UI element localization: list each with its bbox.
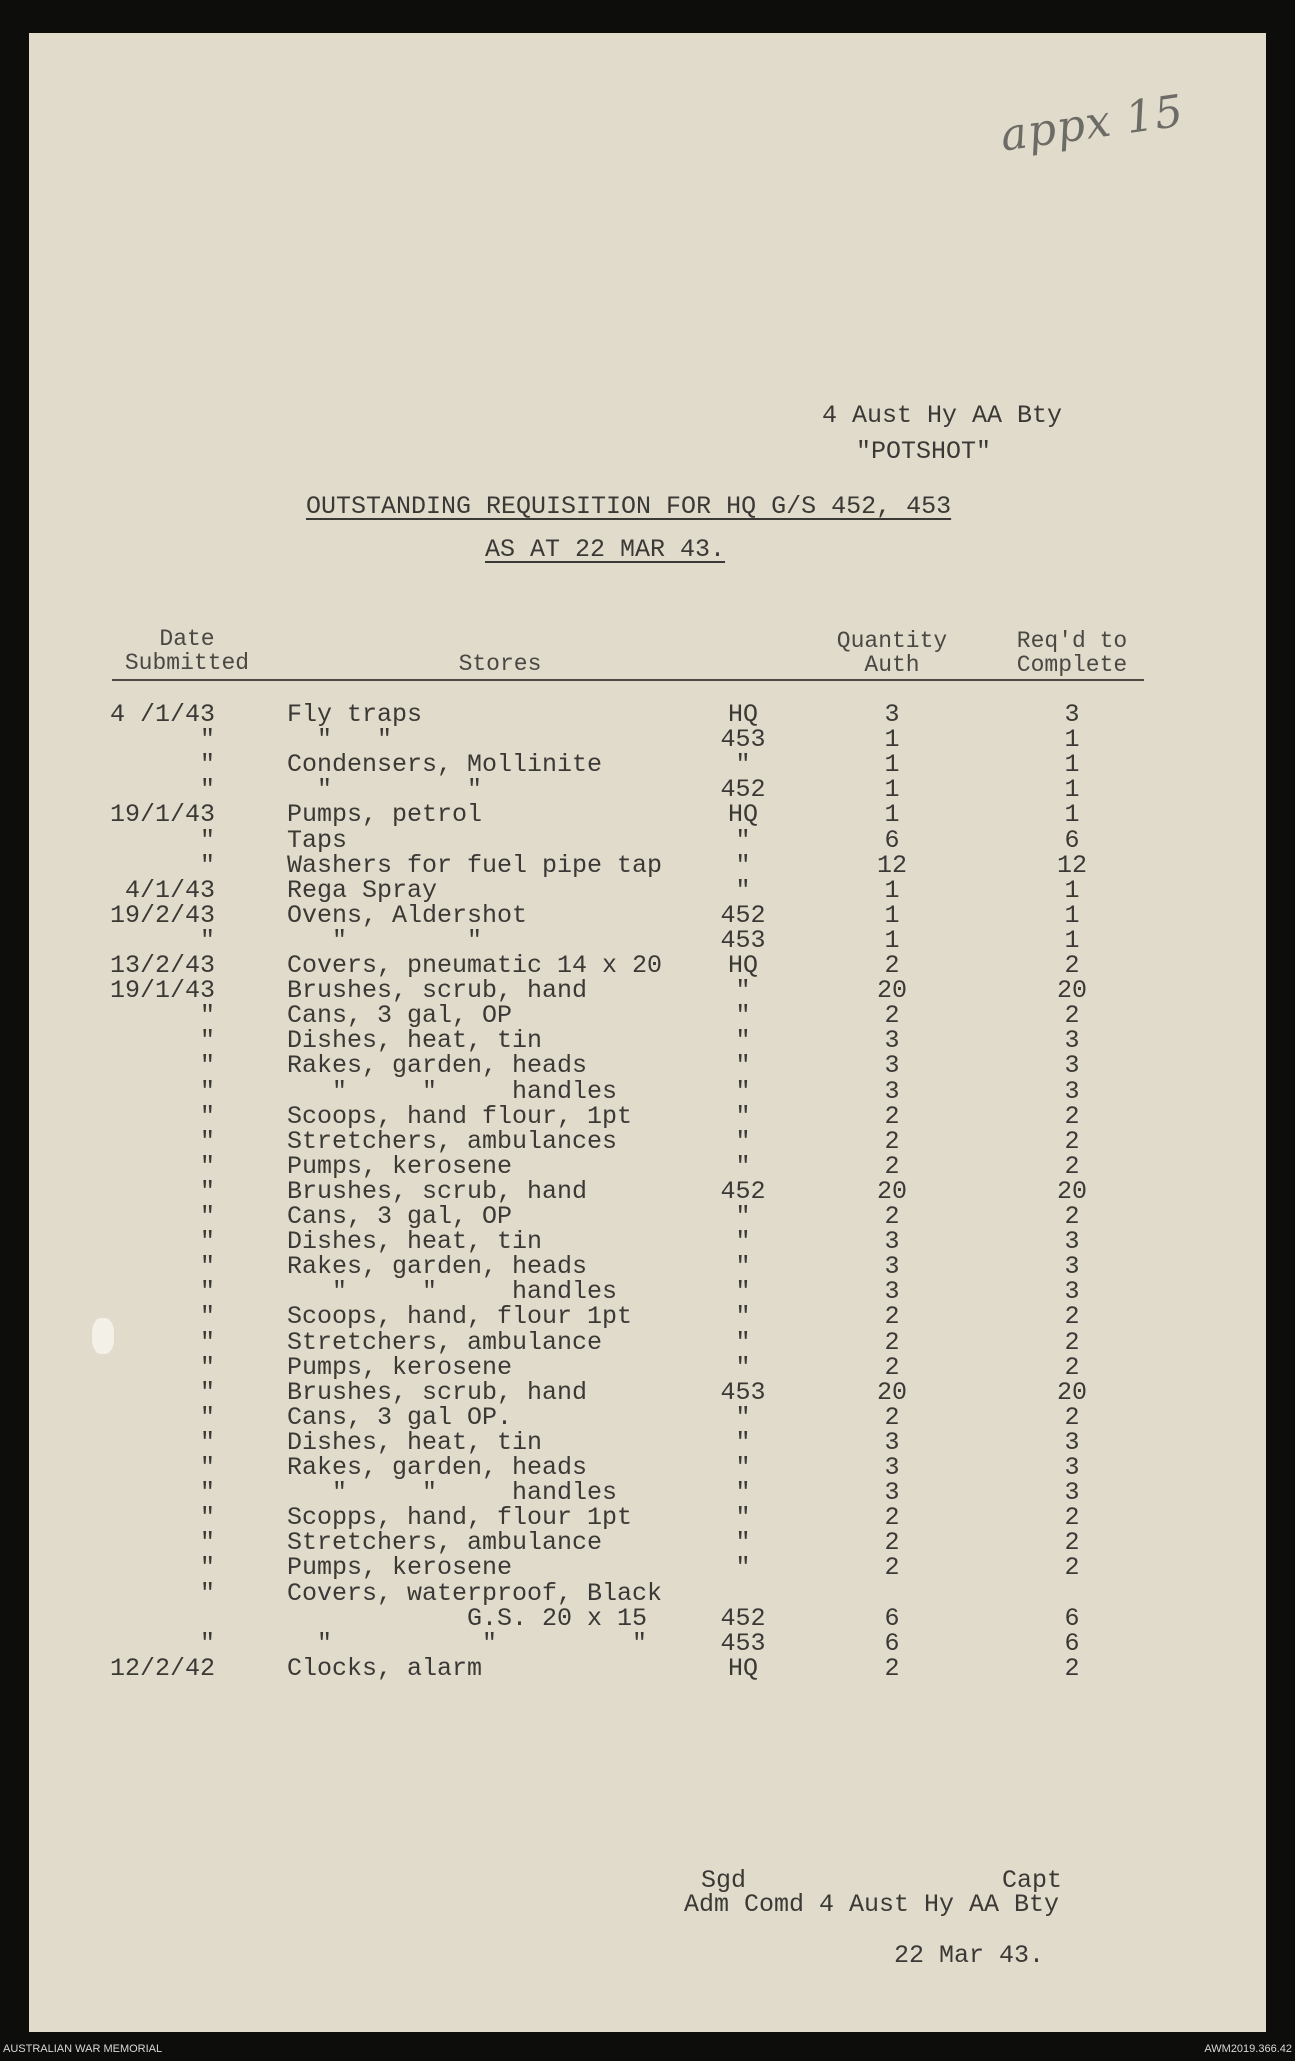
footer-reference: AWM2019.366.42 bbox=[1204, 2043, 1292, 2055]
cell-store: Cans, 3 gal OP. bbox=[287, 1402, 513, 1432]
cell-qty: 3 bbox=[884, 1252, 900, 1282]
cell-qty: 2 bbox=[884, 951, 900, 980]
cell-qty: 3 bbox=[884, 1478, 900, 1508]
cell-ref: " bbox=[735, 1528, 751, 1558]
cell-qty: 6 bbox=[884, 825, 900, 855]
cell-ref: " bbox=[735, 825, 751, 855]
cell-date: " bbox=[199, 1453, 215, 1482]
cell-store: Rakes, garden, heads bbox=[287, 1252, 588, 1282]
cell-qty: 2 bbox=[884, 1202, 900, 1231]
footer-archive: AUSTRALIAN WAR MEMORIAL bbox=[3, 2043, 163, 2055]
cell-date: " bbox=[199, 1151, 215, 1181]
col-header-stores: Stores bbox=[458, 651, 542, 677]
cell-store: Condensers, Mollinite bbox=[287, 750, 603, 780]
cell-store: Washers for fuel pipe tap bbox=[287, 850, 663, 880]
table-row bbox=[0, 750, 1295, 780]
cell-ref: 453 bbox=[720, 725, 766, 755]
cell-store: Stretchers, ambulance bbox=[287, 1327, 603, 1357]
cell-req: 3 bbox=[1064, 1453, 1080, 1482]
col-header-date: Date Submitted bbox=[124, 626, 250, 676]
document-title: OUTSTANDING REQUISITION FOR HQ G/S 452, 453 bbox=[306, 492, 952, 521]
table-row bbox=[0, 875, 1295, 905]
cell-store: Ovens, Aldershot bbox=[287, 900, 528, 930]
table-row bbox=[0, 702, 1295, 727]
cell-req: 2 bbox=[1064, 951, 1080, 980]
cell-store: Brushes, scrub, hand bbox=[287, 976, 588, 1006]
cell-store: " " handles bbox=[287, 1277, 618, 1307]
signature-sgd: Sgd bbox=[701, 1866, 747, 1895]
cell-qty: 1 bbox=[884, 800, 900, 830]
cell-date: 4 /1/43 bbox=[109, 700, 215, 729]
cell-qty: 1 bbox=[884, 750, 900, 780]
cell-req: 2 bbox=[1064, 1352, 1080, 1382]
table-row bbox=[0, 1176, 1295, 1206]
cell-date: " bbox=[199, 825, 215, 855]
cell-qty: 2 bbox=[884, 1151, 900, 1181]
cell-ref: " bbox=[735, 1453, 751, 1482]
cell-req: 2 bbox=[1064, 1126, 1080, 1156]
cell-date: " bbox=[199, 850, 215, 880]
cell-date: " bbox=[199, 1101, 215, 1131]
cell-req: 2 bbox=[1064, 1402, 1080, 1432]
document-subtitle: AS AT 22 MAR 43. bbox=[485, 535, 726, 564]
cell-date: " bbox=[199, 1126, 215, 1156]
cell-ref: " bbox=[735, 1277, 751, 1307]
cell-ref: " bbox=[735, 1252, 751, 1282]
cell-req: 2 bbox=[1064, 1327, 1080, 1357]
cell-req: 3 bbox=[1064, 1252, 1080, 1282]
cell-qty: 6 bbox=[884, 1628, 900, 1658]
cell-req: 2 bbox=[1064, 1528, 1080, 1558]
cell-date: " bbox=[199, 775, 215, 805]
cell-store: Covers, waterproof, Black bbox=[287, 1578, 663, 1608]
cell-ref: " bbox=[735, 976, 751, 1006]
table-row bbox=[0, 1327, 1295, 1357]
cell-qty: 1 bbox=[884, 725, 900, 755]
cell-ref: " bbox=[735, 1026, 751, 1056]
signature-rank: Capt bbox=[1002, 1866, 1063, 1895]
cell-req: 6 bbox=[1064, 825, 1080, 855]
table-row bbox=[0, 1553, 1295, 1583]
cell-ref: 452 bbox=[720, 900, 766, 930]
cell-qty: 3 bbox=[884, 1076, 900, 1106]
cell-store: Stretchers, ambulances bbox=[287, 1126, 618, 1156]
cell-req: 1 bbox=[1064, 800, 1080, 830]
cell-date: " bbox=[199, 1478, 215, 1508]
cell-store: Scoops, hand flour, 1pt bbox=[287, 1101, 633, 1131]
table-row bbox=[0, 1455, 1295, 1480]
cell-qty: 12 bbox=[876, 850, 907, 880]
cell-req: 2 bbox=[1064, 1302, 1080, 1332]
cell-date: 19/1/43 bbox=[109, 800, 215, 830]
cell-date: " bbox=[199, 725, 215, 755]
cell-date: 12/2/42 bbox=[109, 1653, 215, 1683]
cell-req: 1 bbox=[1064, 725, 1080, 755]
cell-store: Stretchers, ambulance bbox=[287, 1528, 603, 1558]
table-row bbox=[0, 1277, 1295, 1307]
cell-date: " bbox=[199, 1327, 215, 1357]
cell-date: " bbox=[199, 1402, 215, 1432]
table-row bbox=[0, 1076, 1295, 1106]
cell-store: " " handles bbox=[287, 1076, 618, 1106]
cell-qty: 2 bbox=[884, 1528, 900, 1558]
cell-ref: HQ bbox=[727, 700, 758, 729]
cell-date: " bbox=[199, 1578, 215, 1608]
table-row bbox=[0, 1051, 1295, 1081]
cell-req: 2 bbox=[1064, 1101, 1080, 1131]
cell-ref: 452 bbox=[720, 1603, 766, 1633]
table-row bbox=[0, 1528, 1295, 1558]
cell-date: " bbox=[199, 1628, 215, 1658]
cell-date: " bbox=[199, 1377, 215, 1407]
cell-qty: 2 bbox=[884, 1302, 900, 1332]
cell-date: " bbox=[199, 1176, 215, 1206]
table-row bbox=[0, 850, 1295, 880]
cell-date: " bbox=[199, 1202, 215, 1231]
cell-date: " bbox=[199, 1252, 215, 1282]
table-row bbox=[0, 1402, 1295, 1432]
cell-ref: 453 bbox=[720, 1377, 766, 1407]
table-row bbox=[0, 925, 1295, 955]
cell-ref: " bbox=[735, 1553, 751, 1583]
cell-req: 6 bbox=[1064, 1603, 1080, 1633]
cell-qty: 3 bbox=[884, 1453, 900, 1482]
cell-ref: " bbox=[735, 1126, 751, 1156]
cell-ref: " bbox=[735, 1503, 751, 1533]
cell-date: " bbox=[199, 1051, 215, 1081]
table-row bbox=[0, 1352, 1295, 1382]
table-row bbox=[0, 900, 1295, 930]
cell-ref: " bbox=[735, 750, 751, 780]
unit-name: 4 Aust Hy AA Bty bbox=[822, 401, 1063, 430]
cell-date: 19/2/43 bbox=[109, 900, 215, 930]
cell-store: Fly traps bbox=[287, 700, 423, 729]
cell-req: 3 bbox=[1064, 1427, 1080, 1457]
cell-req: 2 bbox=[1064, 1001, 1080, 1031]
cell-req: 2 bbox=[1064, 1202, 1080, 1231]
cell-store: Brushes, scrub, hand bbox=[287, 1377, 588, 1407]
cell-qty: 2 bbox=[884, 1503, 900, 1533]
cell-date: " bbox=[199, 1553, 215, 1583]
cell-qty: 2 bbox=[884, 1101, 900, 1131]
cell-req: 1 bbox=[1064, 775, 1080, 805]
cell-store: Scopps, hand, flour 1pt bbox=[287, 1503, 633, 1533]
cell-ref: " bbox=[735, 1227, 751, 1257]
table-row bbox=[0, 976, 1295, 1006]
table-row bbox=[0, 1252, 1295, 1282]
cell-ref: " bbox=[735, 1001, 751, 1031]
cell-qty: 2 bbox=[884, 1001, 900, 1031]
cell-store: Covers, pneumatic 14 x 20 bbox=[287, 951, 663, 980]
table-row bbox=[0, 1377, 1295, 1407]
cell-store: " " bbox=[287, 925, 483, 955]
cell-ref: " bbox=[735, 1101, 751, 1131]
cell-req: 3 bbox=[1064, 1277, 1080, 1307]
cell-store: Taps bbox=[287, 825, 348, 855]
cell-store: Scoops, hand, flour 1pt bbox=[287, 1302, 633, 1332]
table-row bbox=[0, 1503, 1295, 1533]
cell-qty: 1 bbox=[884, 875, 900, 905]
cell-date: " bbox=[199, 1227, 215, 1257]
cell-qty: 2 bbox=[884, 1126, 900, 1156]
cell-req: 6 bbox=[1064, 1628, 1080, 1658]
cell-req: 1 bbox=[1064, 900, 1080, 930]
cell-req: 3 bbox=[1064, 700, 1080, 729]
cell-qty: 20 bbox=[876, 976, 907, 1006]
table-row bbox=[0, 1101, 1295, 1131]
cell-date: 13/2/43 bbox=[109, 951, 215, 980]
table-row bbox=[0, 953, 1295, 978]
table-row bbox=[0, 1603, 1295, 1633]
cell-req: 2 bbox=[1064, 1553, 1080, 1583]
cell-req: 1 bbox=[1064, 875, 1080, 905]
cell-ref: " bbox=[735, 1151, 751, 1181]
cell-qty: 3 bbox=[884, 1026, 900, 1056]
cell-store: Rega Spray bbox=[287, 875, 438, 905]
cell-ref: " bbox=[735, 1327, 751, 1357]
cell-qty: 2 bbox=[884, 1653, 900, 1683]
cell-ref: " bbox=[735, 850, 751, 880]
cell-store: Clocks, alarm bbox=[287, 1653, 483, 1683]
cell-ref: " bbox=[735, 1352, 751, 1382]
col-header-req: Req'd to Complete bbox=[1016, 628, 1128, 678]
table-row bbox=[0, 1204, 1295, 1229]
cell-qty: 2 bbox=[884, 1553, 900, 1583]
cell-qty: 3 bbox=[884, 1227, 900, 1257]
cell-req: 3 bbox=[1064, 1478, 1080, 1508]
cell-qty: 6 bbox=[884, 1603, 900, 1633]
cell-date: " bbox=[199, 1001, 215, 1031]
cell-req: 2 bbox=[1064, 1151, 1080, 1181]
cell-qty: 1 bbox=[884, 775, 900, 805]
unit-codename: "POTSHOT" bbox=[856, 437, 992, 466]
cell-req: 20 bbox=[1056, 976, 1087, 1006]
cell-date: " bbox=[199, 1076, 215, 1106]
table-row bbox=[0, 825, 1295, 855]
cell-ref: " bbox=[735, 1051, 751, 1081]
cell-store: Brushes, scrub, hand bbox=[287, 1176, 588, 1206]
cell-req: 1 bbox=[1064, 925, 1080, 955]
cell-store: " " handles bbox=[287, 1478, 618, 1508]
cell-req: 3 bbox=[1064, 1076, 1080, 1106]
cell-req: 20 bbox=[1056, 1377, 1087, 1407]
table-row bbox=[0, 1628, 1295, 1658]
cell-store: Rakes, garden, heads bbox=[287, 1453, 588, 1482]
cell-qty: 3 bbox=[884, 1277, 900, 1307]
cell-qty: 20 bbox=[876, 1377, 907, 1407]
cell-store: Pumps, kerosene bbox=[287, 1352, 513, 1382]
cell-req: 3 bbox=[1064, 1051, 1080, 1081]
table-row bbox=[0, 1302, 1295, 1332]
cell-req: 12 bbox=[1056, 850, 1087, 880]
cell-qty: 3 bbox=[884, 1427, 900, 1457]
cell-date: 19/1/43 bbox=[109, 976, 215, 1006]
cell-ref: 452 bbox=[720, 775, 766, 805]
cell-date: " bbox=[199, 1026, 215, 1056]
table-row bbox=[0, 1427, 1295, 1457]
cell-store: " " bbox=[287, 775, 483, 805]
cell-date: " bbox=[199, 750, 215, 780]
cell-ref: " bbox=[735, 1076, 751, 1106]
cell-store: Pumps, kerosene bbox=[287, 1553, 513, 1583]
cell-date: " bbox=[199, 1352, 215, 1382]
cell-store: Dishes, heat, tin bbox=[287, 1427, 543, 1457]
cell-req: 3 bbox=[1064, 1227, 1080, 1257]
cell-qty: 1 bbox=[884, 900, 900, 930]
cell-ref: HQ bbox=[727, 800, 758, 830]
cell-store: Cans, 3 gal, OP bbox=[287, 1202, 513, 1231]
table-row bbox=[0, 775, 1295, 805]
cell-ref: 453 bbox=[720, 1628, 766, 1658]
table-row bbox=[0, 1653, 1295, 1683]
cell-store: Pumps, kerosene bbox=[287, 1151, 513, 1181]
cell-req: 2 bbox=[1064, 1503, 1080, 1533]
cell-ref: " bbox=[735, 875, 751, 905]
cell-req: 2 bbox=[1064, 1653, 1080, 1683]
table-row bbox=[0, 800, 1295, 830]
handwritten-annotation: appx 15 bbox=[997, 85, 1188, 162]
cell-date: " bbox=[199, 1528, 215, 1558]
cell-store: Dishes, heat, tin bbox=[287, 1026, 543, 1056]
table-row bbox=[0, 1227, 1295, 1257]
cell-store: " " " bbox=[287, 1628, 648, 1658]
table-row bbox=[0, 1126, 1295, 1156]
cell-store: Cans, 3 gal, OP bbox=[287, 1001, 513, 1031]
cell-ref: " bbox=[735, 1202, 751, 1231]
cell-qty: 20 bbox=[876, 1176, 907, 1206]
cell-store: Dishes, heat, tin bbox=[287, 1227, 543, 1257]
cell-ref: " bbox=[735, 1402, 751, 1432]
cell-store: " " bbox=[287, 725, 393, 755]
cell-ref: HQ bbox=[727, 951, 758, 980]
cell-ref: 453 bbox=[720, 925, 766, 955]
table-row bbox=[0, 1026, 1295, 1056]
cell-date: 4/1/43 bbox=[124, 875, 215, 905]
table-row bbox=[0, 725, 1295, 755]
cell-date: " bbox=[199, 1503, 215, 1533]
table-row bbox=[0, 1151, 1295, 1181]
cell-store: G.S. 20 x 15 bbox=[287, 1603, 648, 1633]
cell-qty: 2 bbox=[884, 1352, 900, 1382]
cell-req: 3 bbox=[1064, 1026, 1080, 1056]
cell-date: " bbox=[199, 925, 215, 955]
cell-req: 1 bbox=[1064, 750, 1080, 780]
table-row bbox=[0, 1001, 1295, 1031]
table-row bbox=[0, 1578, 1295, 1608]
table-row bbox=[0, 1478, 1295, 1508]
cell-qty: 3 bbox=[884, 700, 900, 729]
cell-qty: 2 bbox=[884, 1402, 900, 1432]
signature-position: Adm Comd 4 Aust Hy AA Bty bbox=[684, 1890, 1060, 1919]
cell-req: 20 bbox=[1056, 1176, 1087, 1206]
header-rule bbox=[112, 679, 1144, 681]
cell-ref: " bbox=[735, 1302, 751, 1332]
cell-store: Rakes, garden, heads bbox=[287, 1051, 588, 1081]
signature-date: 22 Mar 43. bbox=[894, 1941, 1045, 1970]
cell-date: " bbox=[199, 1302, 215, 1332]
cell-qty: 1 bbox=[884, 925, 900, 955]
cell-qty: 2 bbox=[884, 1327, 900, 1357]
cell-ref: " bbox=[735, 1478, 751, 1508]
cell-date: " bbox=[199, 1427, 215, 1457]
cell-store: Pumps, petrol bbox=[287, 800, 483, 830]
cell-qty: 3 bbox=[884, 1051, 900, 1081]
col-header-qty: Quantity Auth bbox=[836, 628, 948, 678]
cell-ref: HQ bbox=[727, 1653, 758, 1683]
cell-ref: " bbox=[735, 1427, 751, 1457]
cell-ref: 452 bbox=[720, 1176, 766, 1206]
cell-date: " bbox=[199, 1277, 215, 1307]
